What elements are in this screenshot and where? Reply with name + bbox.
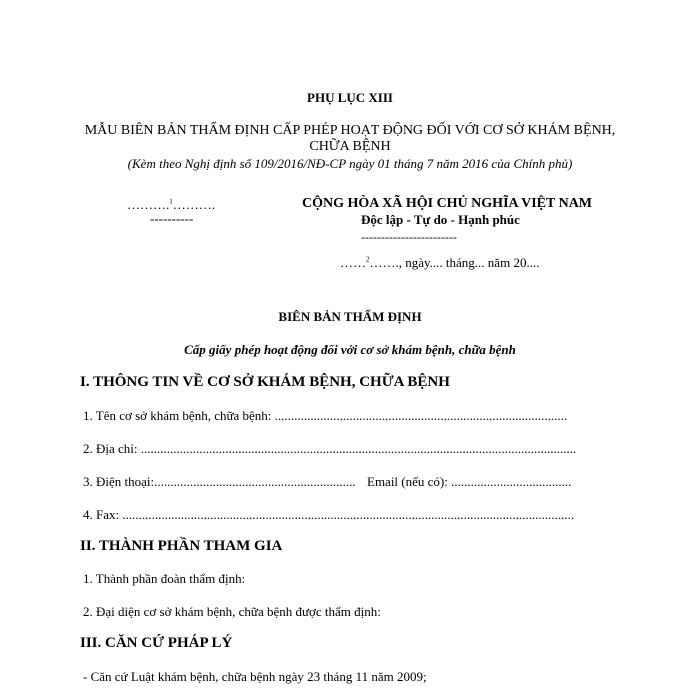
place-date-line: ……$^2$……., ngày.... tháng... năm 20.... <box>340 255 540 270</box>
country-name: CỘNG HÒA XÃ HỘI CHỦ NGHĨA VIỆT NAM <box>302 196 593 211</box>
org-divider: ---------- <box>150 211 194 226</box>
facility-representative-field: 2. Đại diện cơ sở khám bệnh, chữa bệnh được thẩm định: <box>83 604 381 619</box>
form-title-line1: MẪU BIÊN BẢN THẨM ĐỊNH CẤP PHÉP HOẠT ĐỘNG ĐỐI VỚI CƠ SỞ KHÁM BỆNH, <box>84 123 616 138</box>
decree-note: (Kèm theo Nghị định số 109/2016/NĐ-CP ngày 01 tháng 7 năm 2016 của Chính phủ) <box>127 156 573 171</box>
footnote-marker-2: 2 <box>366 255 370 264</box>
phone-field: 3. Điện thoại:.............................................................. <box>83 474 356 489</box>
address-field: 2. Địa chỉ: ...................................................................................................................................... <box>83 441 577 456</box>
footnote-marker-1: 1 <box>169 197 173 206</box>
legal-basis-item: - Căn cứ Luật khám bệnh, chữa bệnh ngày 23 tháng 11 năm 2009; <box>83 669 427 684</box>
report-title: BIÊN BẢN THẨM ĐỊNH <box>278 309 422 324</box>
fax-field: 4. Fax: ........................................................................................................................................... <box>83 507 575 522</box>
inspection-team-field: 1. Thành phần đoàn thẩm định: <box>83 571 246 586</box>
appendix-title: PHỤ LỤC XIII <box>307 90 393 105</box>
form-title-line2: CHỮA BỆNH <box>309 139 391 154</box>
section-2-heading: II. THÀNH PHẦN THAM GIA <box>80 538 283 554</box>
facility-name-field: 1. Tên cơ sở khám bệnh, chữa bệnh: .......................................................................................... <box>83 408 568 423</box>
section-1-heading: I. THÔNG TIN VỀ CƠ SỞ KHÁM BỆNH, CHỮA BỆNH <box>80 374 450 390</box>
report-subtitle: Cấp giấy phép hoạt động đối với cơ sở khám bệnh, chữa bệnh <box>184 342 516 357</box>
section-3-heading: III. CĂN CỨ PHÁP LÝ <box>80 635 233 651</box>
national-motto: Độc lập - Tự do - Hạnh phúc <box>361 212 520 227</box>
motto-divider: ------------------------ <box>361 230 457 244</box>
org-name-placeholder: ……….$^1$………. <box>127 197 215 212</box>
email-field: Email (nếu có): ..................................... <box>367 474 572 489</box>
